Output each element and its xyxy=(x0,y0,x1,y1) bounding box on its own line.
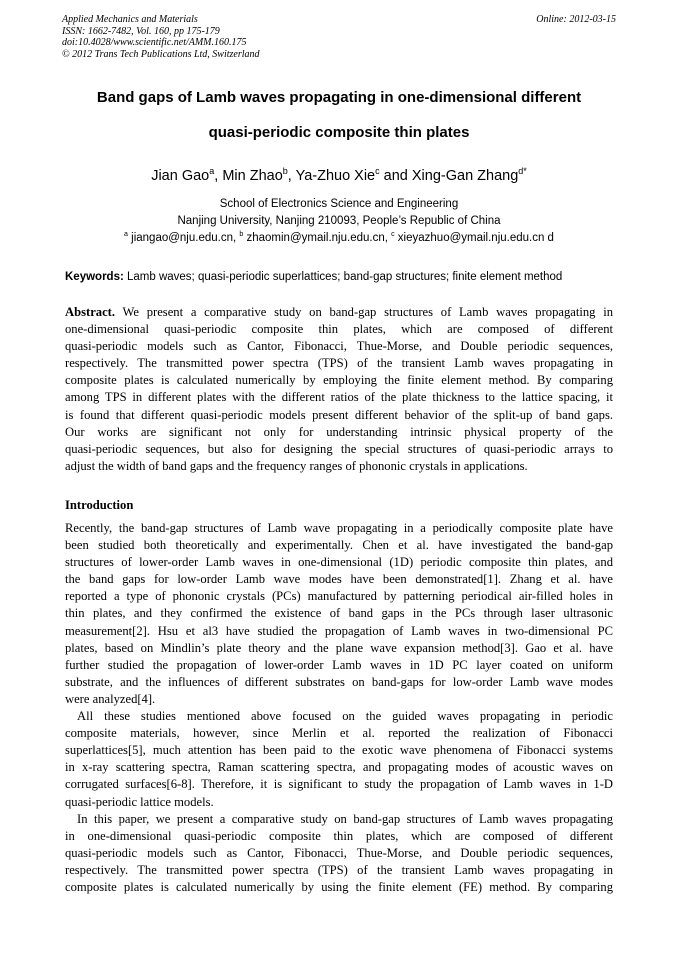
author-separator: , xyxy=(287,168,296,184)
introduction-body xyxy=(65,520,613,896)
intro-line: the band gaps for low-order Lamb wave modes have been demonstrated[1]. Zhang et al. have xyxy=(65,572,613,587)
author-affil-mark: a xyxy=(209,166,215,176)
abstract-line: Abstract. We present a comparative study on band-gap structures of Lamb waves propagating in xyxy=(65,305,613,319)
author-name: Jian Gao xyxy=(151,168,210,184)
author-affil-mark: c xyxy=(375,166,380,176)
intro-line: structures of lower-order Lamb waves in one-dimensional (1D) periodic composite thin plates, and xyxy=(65,555,613,570)
intro-line: composite plates is calculated numerically by using the finite element (FE) method. By comparing xyxy=(65,879,613,894)
journal-name: Applied Mechanics and Materials xyxy=(62,14,198,25)
affiliation-school: School of Electronics Science and Engineering xyxy=(219,198,459,210)
abstract-line: adjust the width of band gaps and the frequency ranges of phononic crystals in applications. xyxy=(65,458,528,473)
abstract-line: respectively. The transmitted power spectra (TPS) of the transient Lamb waves propagating in xyxy=(65,356,613,371)
keywords-text: Lamb waves; quasi-periodic superlattices; band-gap structures; finite element method xyxy=(123,271,563,283)
intro-line: in x-ray scattering spectra, Raman scattering spectra, and propagating modes of acoustic waves on xyxy=(65,760,613,775)
intro-line: been studied both theoretically and experimentally. Chen et al. have investigated the band-gap xyxy=(65,538,613,553)
email-mark: b xyxy=(239,231,244,238)
author-separator: and xyxy=(379,168,412,184)
paper-title-line-2: quasi-periodic composite thin plates xyxy=(208,124,470,141)
intro-line: Recently, the band-gap structures of Lamb wave propagating in a periodically composite plate have xyxy=(65,521,613,535)
abstract-label: Abstract. xyxy=(65,305,116,319)
intro-line: measurement[2]. Hsu et al3 have studied the propagation of Lamb waves in two-dimensional PC xyxy=(65,623,613,638)
keywords-line xyxy=(65,270,625,284)
intro-line: reported a type of phononic crystals (PCs) manufactured by patterning periodical air-filled holes in xyxy=(65,589,613,604)
abstract-line: composite plates is calculated numerically by employing the finite element method. By comparing xyxy=(65,373,613,388)
issn-line: ISSN: 1662-7482, Vol. 160, pp 175-179 xyxy=(62,25,220,37)
intro-line: All these studies mentioned above focused on the guided waves propagating in periodic xyxy=(77,709,613,724)
intro-line: were analyzed[4]. xyxy=(65,691,156,706)
affiliation-university: Nanjing University, Nanjing 210093, People’s Republic of China xyxy=(177,215,501,227)
paper-title-line-1: Band gaps of Lamb waves propagating in one-dimensional different xyxy=(96,89,582,106)
intro-line: In this paper, we present a comparative study on band-gap structures of Lamb waves propagating xyxy=(77,811,613,826)
intro-line: substrate, and the influences of different substrates on band-gaps for low-order Lamb wave modes xyxy=(65,674,613,689)
author-separator: , xyxy=(214,168,223,184)
section-heading-introduction: Introduction xyxy=(65,498,134,512)
author-name: Xing-Gan Zhang xyxy=(411,168,519,184)
email-link[interactable]: zhaomin@ymail.nju.edu.cn, xyxy=(243,232,392,244)
abstract-line: quasi-periodic sequences, but also for designing the special structures of quasi-periodic arrays to xyxy=(65,441,613,456)
abstract-line: Our works are significant not only for understanding intrinsic physical property of the xyxy=(65,424,613,439)
intro-line: thin plates, and they confirmed the existence of band gaps in the PCs through laser ultrasonic xyxy=(65,606,613,621)
intro-line: further studied the propagation of lower-order Lamb waves in 1D PC layer coated on uniform xyxy=(65,657,613,672)
abstract-line: among TPS in different plates with the different ratios of the plate thickness to the lattice spacing, it xyxy=(65,390,613,405)
intro-line: corrugated surfaces[6-8]. Therefore, it is significant to study the propagation of Lamb waves in 1-D xyxy=(65,777,613,792)
author-name: Min Zhao xyxy=(222,168,283,184)
email-link[interactable]: jiangao@nju.edu.cn, xyxy=(127,232,240,244)
abstract-paragraph xyxy=(65,304,613,475)
author-affil-mark: b xyxy=(282,166,288,176)
author-affil-mark: d* xyxy=(518,166,527,176)
intro-line: quasi-periodic models such as Cantor, Fibonacci, Thue-Morse, and Double periodic sequences, xyxy=(65,845,613,860)
author-emails xyxy=(50,231,628,245)
doi-line: doi:10.4028/www.scientific.net/AMM.160.175 xyxy=(62,37,247,48)
intro-line: superlattices[5], much attention has been paid to the exotic wave phenomena of Fibonacci systems xyxy=(65,743,613,758)
abstract-line: quasi-periodic models such as Cantor, Fibonacci, Thue-Morse, and Double periodic sequences, xyxy=(65,339,613,354)
online-date: Online: 2012-03-15 xyxy=(536,14,616,25)
intro-line: respectively. The transmitted power spectra (TPS) of the transient Lamb waves propagating in xyxy=(65,862,613,877)
email-link[interactable]: xieyazhuo@ymail.nju.edu.cn d xyxy=(394,232,554,244)
abstract-line: is found that different quasi-periodic models present different behavior of the split-up of band gaps. xyxy=(65,407,613,422)
journal-header xyxy=(62,14,616,60)
intro-line: quasi-periodic lattice models. xyxy=(65,794,214,809)
email-mark: a xyxy=(124,231,128,238)
email-mark: c xyxy=(391,231,395,238)
abstract-line: one-dimensional quasi-periodic composite thin plates, which are composed of different xyxy=(65,322,613,337)
intro-line: composite materials, however, since Merlin et al. reported the realization of Fibonacci xyxy=(65,726,613,741)
intro-line: in one-dimensional quasi-periodic composite thin plates, which are composed of different xyxy=(65,828,613,843)
author-name: Ya-Zhuo Xie xyxy=(295,168,376,184)
copyright-line: © 2012 Trans Tech Publications Ltd, Switzerland xyxy=(62,48,260,60)
keywords-label: Keywords: xyxy=(65,271,124,283)
author-list xyxy=(50,167,628,185)
intro-line: plates, based on Mindlin’s plate theory and the plane wave expansion method[3]. Gao et al. have xyxy=(65,640,613,655)
